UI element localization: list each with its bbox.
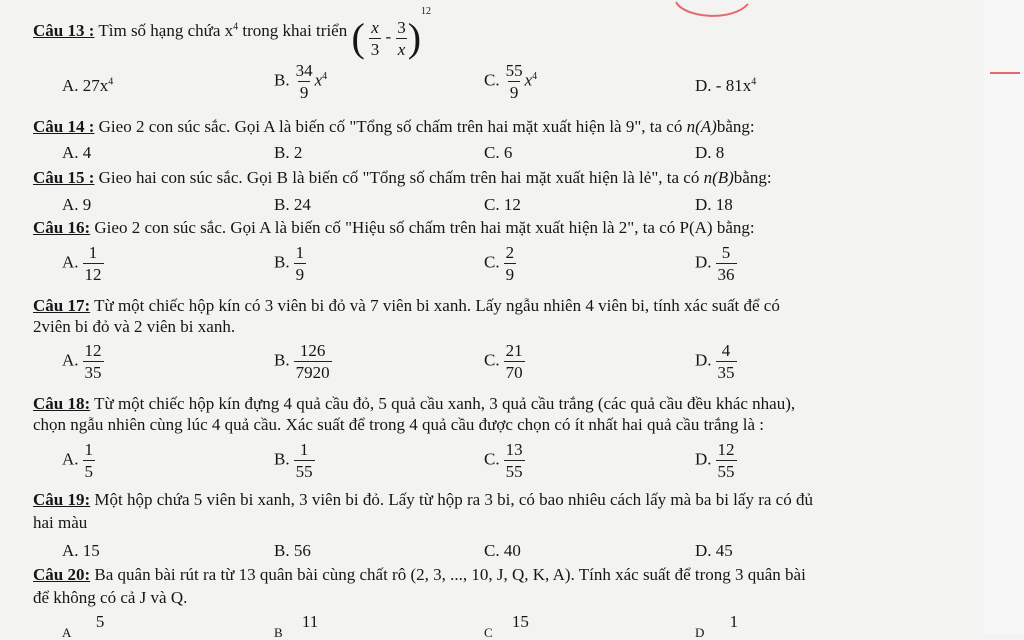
q17-option-d[interactable]: D. $\frac{4}{35}$ [695, 341, 735, 382]
question-label: Câu 15 : [33, 168, 95, 187]
power: 4 [233, 21, 239, 33]
q16-option-c[interactable]: C. $\frac{2}{9}$ [484, 243, 515, 284]
q18-option-a[interactable]: A. $\frac{1}{5}$ [62, 440, 94, 481]
question-text: Từ một chiếc hộp kín đựng 4 quả cầu đỏ, 5 quả cầu xanh, 3 quả cầu trắng (các quả cầu đều khác nhau), [94, 394, 796, 413]
q15-option-d[interactable]: D. 18 [695, 195, 733, 214]
q16-option-a[interactable]: A. $\frac{1}{12}$ [62, 243, 102, 284]
q13-option-b[interactable]: B. $\frac{34}{9}$ $x^4$ [274, 61, 328, 102]
q19-option-a[interactable]: A. 15 [62, 541, 100, 560]
q20-option-a[interactable]: A 5 [62, 612, 105, 640]
question-20-line-2: để không có cả J và Q. [33, 588, 188, 607]
q16-option-b[interactable]: B. $\frac{1}{9}$ [274, 243, 305, 284]
q20-option-b[interactable]: B 11 [274, 612, 319, 640]
notation: n(B) [703, 168, 734, 187]
question-16 [33, 218, 755, 238]
page-right-margin [984, 0, 1024, 634]
question-text: Từ một chiếc hộp kín có 3 viên bi đỏ và 7 viên bi xanh. Lấy ngẫu nhiên 4 viên bi, tính xác suất để có [94, 296, 780, 315]
q13-option-a[interactable]: A. $27x^4$ [62, 76, 114, 95]
question-label: Câu 19: [33, 490, 91, 509]
q16-option-d[interactable]: D. $\frac{5}{36}$ [695, 243, 735, 284]
q17-option-c[interactable]: C. $\frac{21}{70}$ [484, 341, 523, 382]
question-19 [33, 490, 813, 510]
question-14: Câu 14 : Gieo 2 con súc sắc. Gọi A là biến cố "Tổng số chấm trên hai mặt xuất hiện là 9", ta có n(A)bằng: [33, 117, 755, 136]
q19-option-b[interactable]: B. 56 [274, 541, 311, 560]
question-label: Câu 20: [33, 565, 91, 584]
q15-option-c[interactable]: C. 12 [484, 195, 521, 214]
question-text-2: trong khai triển [242, 20, 348, 40]
question-13 [33, 6, 432, 61]
q20-option-c[interactable]: C 15 [484, 612, 529, 640]
q13-option-d[interactable]: D. - $81x^4$ [695, 76, 757, 95]
question-18-line-2: chọn ngẫu nhiên cùng lúc 4 quả cầu. Xác suất để trong 4 quả cầu được chọn có ít nhất hai quả cầu trắng là : [33, 415, 765, 434]
q18-option-d[interactable]: D. $\frac{12}{55}$ [695, 440, 735, 481]
question-text: Ba quân bài rút ra từ 13 quân bài cùng chất rô (2, 3, ..., 10, J, Q, K, A). Tính xác suất để trong 3 quân bài [94, 565, 806, 584]
notation: n(A) [686, 117, 717, 136]
q13-option-c[interactable]: C. $\frac{55}{9}$ $x^4$ [484, 61, 538, 102]
q14-option-d[interactable]: D. 8 [695, 143, 725, 162]
question-17-line-2: 2viên bi đỏ và 2 viên bi xanh. [33, 317, 236, 336]
question-text: Tìm số hạng chứa x [98, 20, 234, 40]
question-text: Gieo 2 con súc sắc. Gọi A là biến cố "Hiệu số chấm trên hai mặt xuất hiện là 2", ta có P(A) bằng: [94, 218, 755, 237]
question-label: Câu 17: [33, 296, 91, 315]
question-19-line-2: hai màu [33, 513, 88, 532]
q19-option-c[interactable]: C. 40 [484, 541, 521, 560]
q14-option-c[interactable]: C. 6 [484, 143, 513, 162]
question-label: Câu 18: [33, 394, 91, 413]
question-text: Một hộp chứa 5 viên bi xanh, 3 viên bi đỏ. Lấy từ hộp ra 3 bi, có bao nhiêu cách lấy mà ba bi lấy ra có đủ [94, 490, 813, 509]
question-label: Câu 16: [33, 218, 91, 237]
pen-mark-circle [672, 0, 752, 24]
q20-option-d[interactable]: D 1 [695, 612, 739, 640]
question-15: Câu 15 : Gieo hai con súc sắc. Gọi B là biến cố "Tổng số chấm trên hai mặt xuất hiện là lẻ", ta có n(B)bằng: [33, 168, 772, 187]
pen-mark-dash [990, 72, 1020, 74]
q19-option-d[interactable]: D. 45 [695, 541, 733, 560]
q14-option-a[interactable]: A. 4 [62, 143, 92, 162]
question-20 [33, 565, 806, 585]
q15-option-b[interactable]: B. 24 [274, 195, 311, 214]
binomial-expression: ( $\frac{x}{3}$ - $\frac{3}{x}$ )$^{12}$ [351, 6, 432, 61]
question-text: Gieo 2 con súc sắc. Gọi A là biến cố "Tổng số chấm trên hai mặt xuất hiện là 9", ta có [98, 117, 683, 136]
question-text: Gieo hai con súc sắc. Gọi B là biến cố "Tổng số chấm trên hai mặt xuất hiện là lẻ", ta có [98, 168, 700, 187]
q17-option-b[interactable]: B. $\frac{126}{7920}$ [274, 341, 330, 382]
q15-option-a[interactable]: A. 9 [62, 195, 92, 214]
question-label: Câu 13 : [33, 20, 95, 40]
q18-option-c[interactable]: C. $\frac{13}{55}$ [484, 440, 523, 481]
q18-option-b[interactable]: B. $\frac{1}{55}$ [274, 440, 313, 481]
q14-option-b[interactable]: B. 2 [274, 143, 303, 162]
question-17 [33, 296, 780, 316]
question-label: Câu 14 : [33, 117, 95, 136]
q17-option-a[interactable]: A. $\frac{12}{35}$ [62, 341, 102, 382]
question-18 [33, 394, 795, 414]
